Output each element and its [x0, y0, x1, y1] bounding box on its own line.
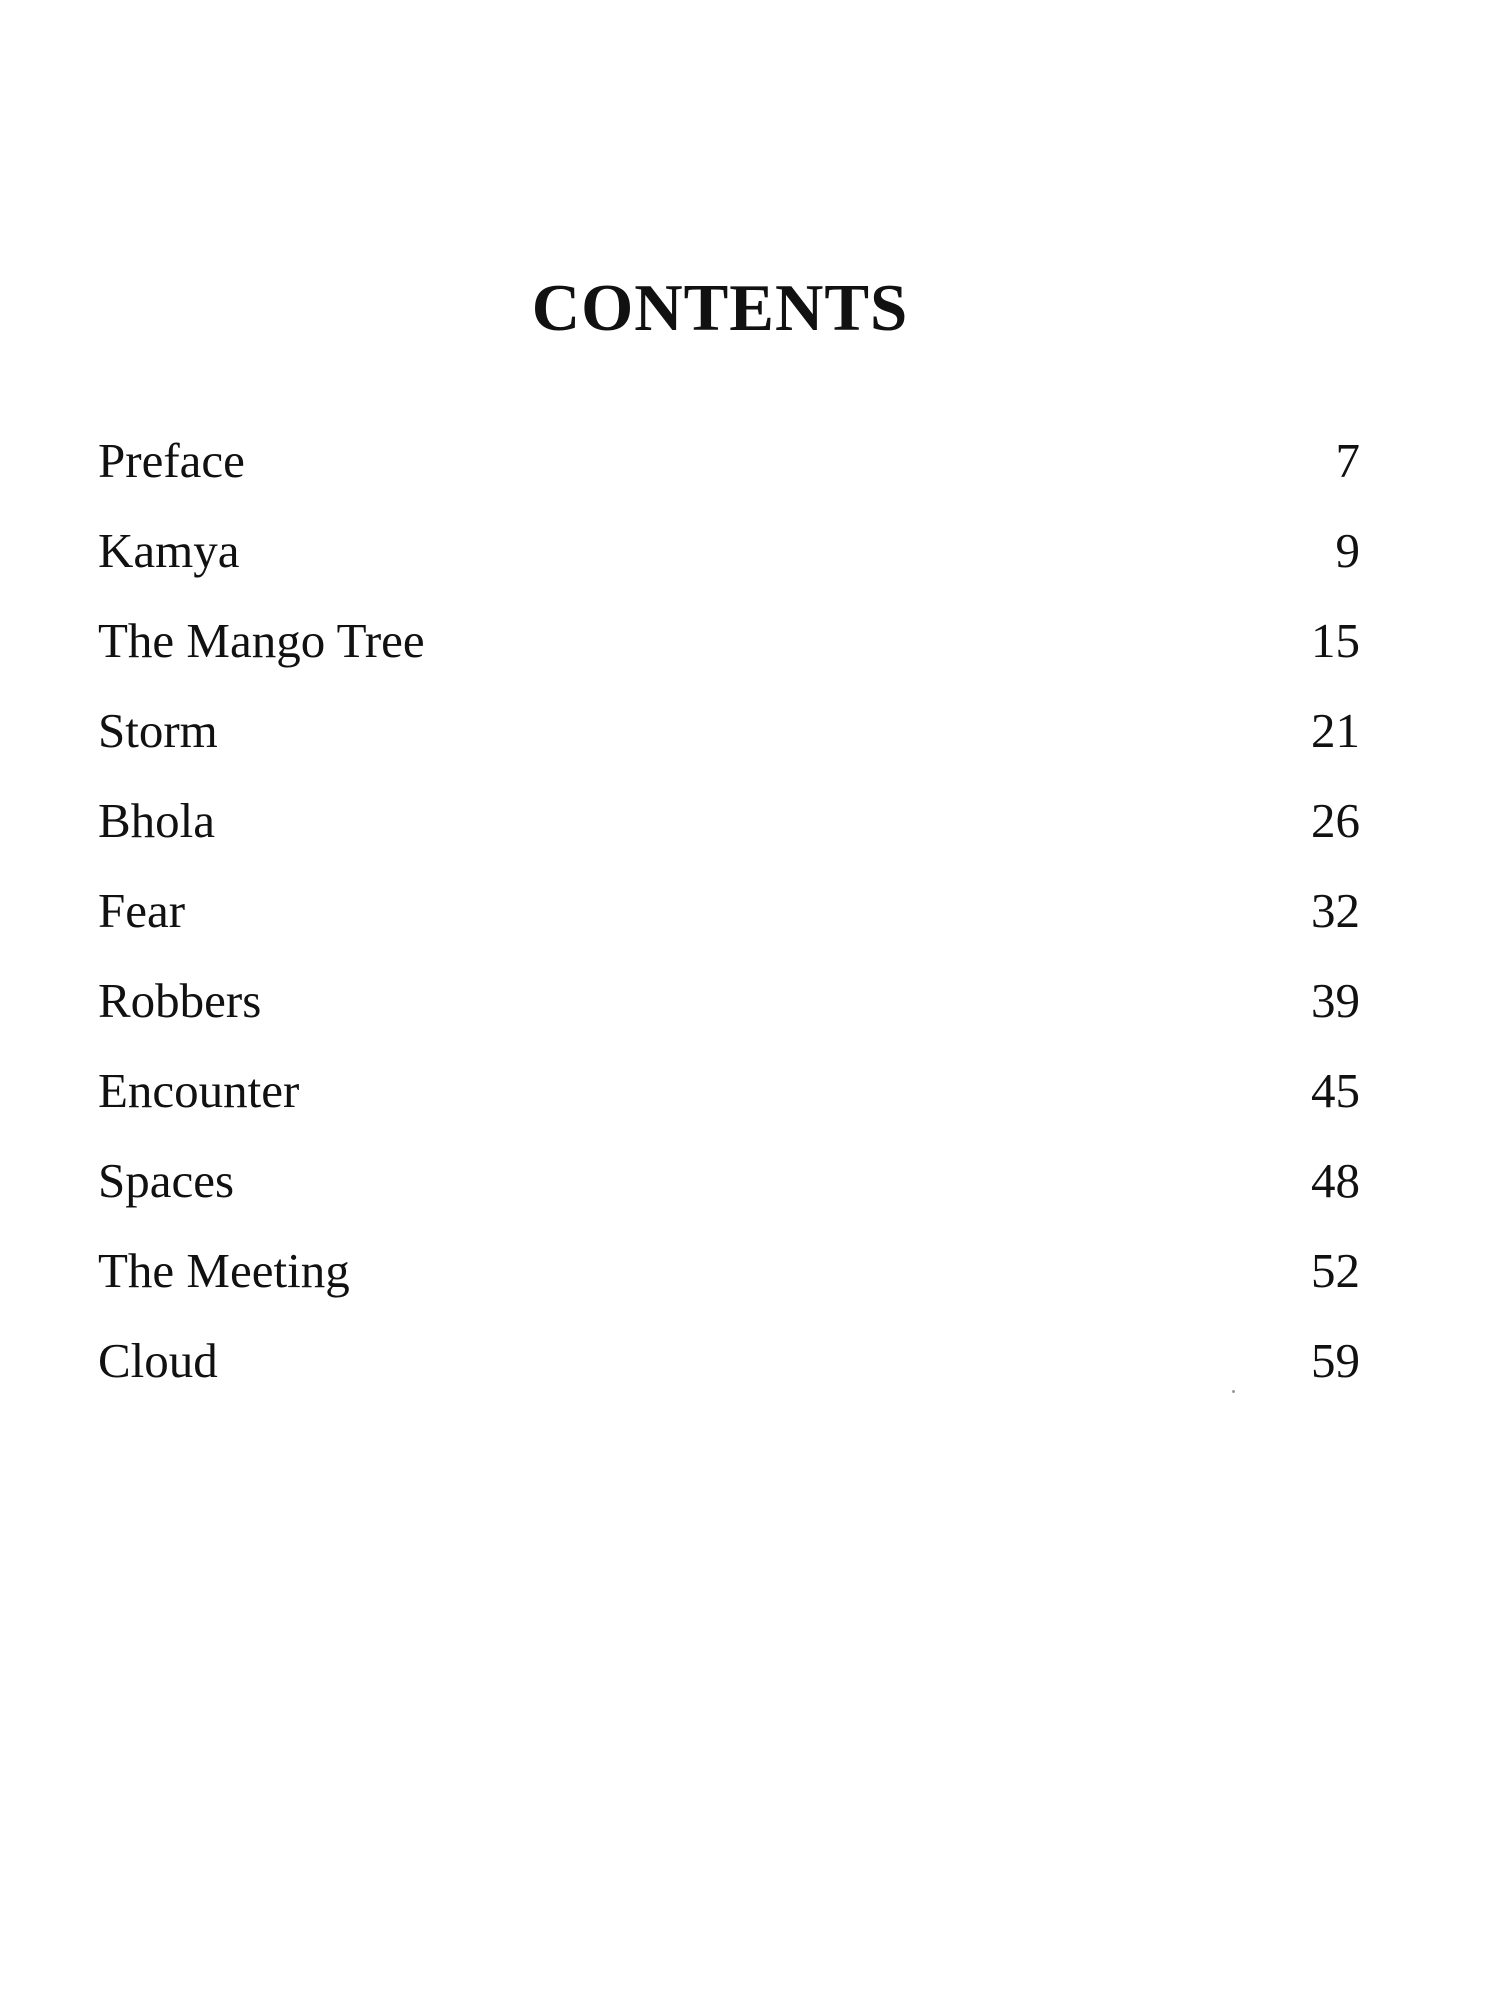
- toc-entry: [98, 1326, 1360, 1416]
- toc-entry: [98, 1056, 1360, 1146]
- scan-speck: [1232, 1390, 1235, 1393]
- contents-heading: CONTENTS: [531, 271, 909, 345]
- toc-entry-page: 15: [1311, 613, 1360, 668]
- toc-entry-title: Encounter: [98, 1063, 300, 1118]
- table-of-contents: [98, 426, 1360, 1416]
- toc-entry-title: Spaces: [98, 1153, 235, 1208]
- toc-entry-title: Preface: [98, 433, 245, 488]
- toc-entry-title: Bhola: [98, 793, 216, 848]
- toc-entry: [98, 1146, 1360, 1236]
- toc-entry-page: 48: [1311, 1153, 1360, 1208]
- toc-entry-page: 59: [1311, 1333, 1360, 1388]
- toc-entry: [98, 966, 1360, 1056]
- toc-entry-page: 7: [1335, 433, 1360, 488]
- toc-entry: [98, 1236, 1360, 1326]
- toc-entry-title: Storm: [98, 703, 218, 758]
- toc-entry-page: 9: [1335, 523, 1360, 578]
- toc-entry: [98, 786, 1360, 876]
- toc-entry-title: The Meeting: [98, 1243, 350, 1298]
- toc-entry-page: 21: [1311, 703, 1360, 758]
- toc-entry-page: 45: [1311, 1063, 1360, 1118]
- toc-entry-title: Robbers: [98, 973, 262, 1028]
- toc-entry-title: Cloud: [98, 1333, 218, 1388]
- toc-entry-page: 26: [1311, 793, 1360, 848]
- toc-entry: [98, 876, 1360, 966]
- toc-entry: [98, 606, 1360, 696]
- toc-entry-title: The Mango Tree: [98, 613, 425, 668]
- toc-entry-page: 52: [1311, 1243, 1360, 1298]
- toc-entry-page: 39: [1311, 973, 1360, 1028]
- toc-entry-page: 32: [1311, 883, 1360, 938]
- toc-entry: [98, 426, 1360, 516]
- toc-entry-title: Kamya: [98, 523, 240, 578]
- toc-entry-title: Fear: [98, 883, 186, 938]
- toc-entry: [98, 696, 1360, 786]
- toc-entry: [98, 516, 1360, 606]
